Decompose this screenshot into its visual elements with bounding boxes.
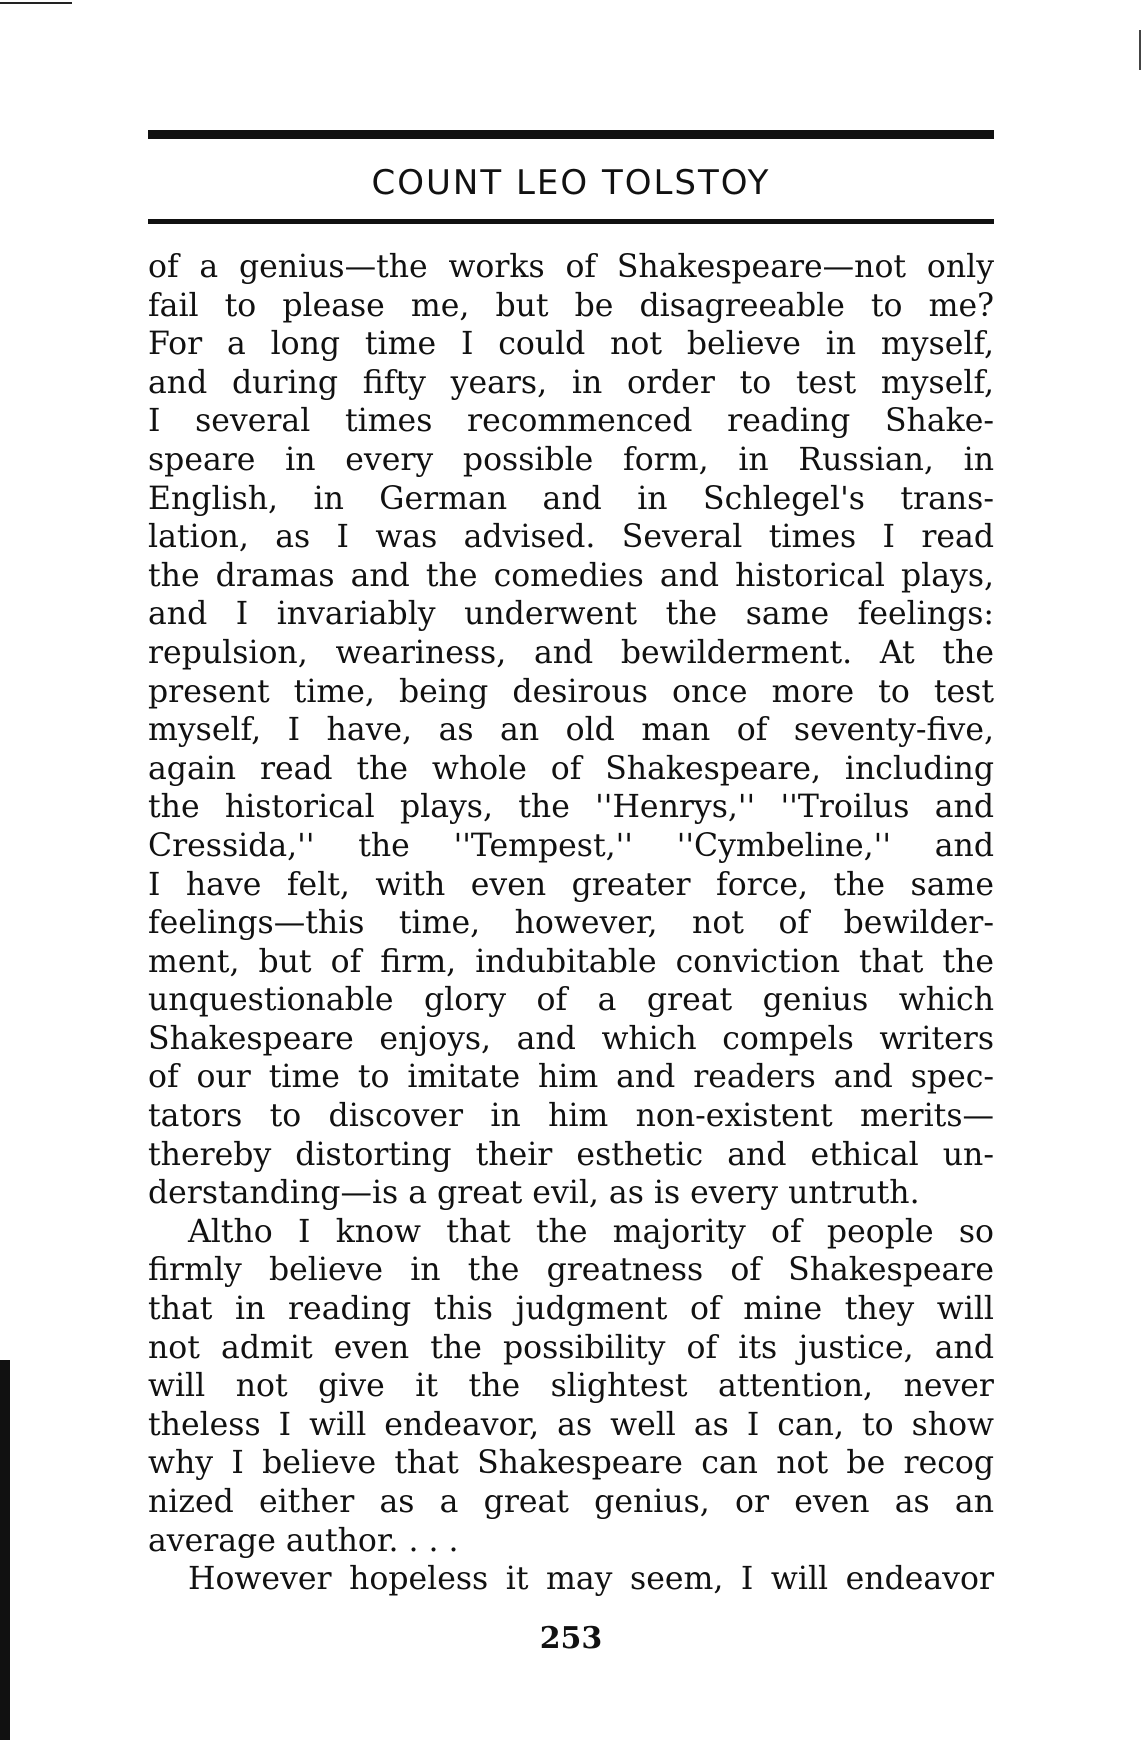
text-line: nized either as a great genius, or even as an (148, 1484, 994, 1520)
text-line: thereby distorting their esthetic and ethical un- (148, 1136, 994, 1173)
text-line: of a genius—the works of Shakespeare—not only (148, 249, 994, 285)
text-line: tators to discover in him non-existent merits— (148, 1098, 994, 1135)
header-rule-top (148, 130, 994, 139)
text-line: speare in every possible form, in Russian, in (148, 441, 994, 478)
text-line: ment, but of firm, indubitable conviction that the (148, 943, 994, 980)
text-line: of our time to imitate him and readers and spec- (148, 1059, 994, 1096)
text-line: Cressida,'' the ''Tempest,'' ''Cymbeline,'' and (148, 827, 994, 864)
text-line: I have felt, with even greater force, the same (148, 866, 994, 903)
text-line: again read the whole of Shakespeare, including (148, 750, 994, 787)
text-line: not admit even the possibility of its justice, and (148, 1329, 994, 1366)
text-line: present time, being desirous once more to test (148, 673, 994, 710)
scan-edge-mark-top (0, 2, 72, 4)
text-line: English, in German and in Schlegel's trans- (148, 480, 994, 517)
text-line: theless I will endeavor, as well as I can, to show (148, 1406, 994, 1443)
text-line: and during fifty years, in order to test myself, (148, 364, 994, 401)
text-line: will not give it the slightest attention, never (148, 1368, 994, 1405)
text-line: and I invariably underwent the same feelings: (148, 596, 994, 633)
header-rule-bottom (148, 219, 994, 224)
text-line: the historical plays, the ''Henrys,'' ''Troilus and (148, 789, 994, 826)
scan-edge-mark-left (0, 1360, 10, 1740)
text-line: the dramas and the comedies and historical plays, (148, 557, 994, 594)
text-line: fail to please me, but be disagreeable to me? (148, 287, 994, 324)
text-line: average author. . . . (148, 1522, 459, 1559)
running-head: COUNT LEO TOLSTOY (371, 163, 771, 203)
text-line: However hopeless it may seem, I will endeavor (188, 1561, 994, 1598)
body-text (148, 248, 994, 1599)
text-line: feelings—this time, however, not of bewilder- (148, 905, 994, 942)
page-number: 253 (539, 1620, 603, 1656)
text-line: firmly believe in the greatness of Shakespeare (148, 1252, 994, 1289)
scan-edge-mark-right (1139, 30, 1141, 70)
text-line: lation, as I was advised. Several times I read (148, 519, 994, 556)
book-page (148, 130, 994, 1656)
text-line: For a long time I could not believe in myself, (148, 326, 994, 363)
text-line: why I believe that Shakespeare can not be recog (148, 1445, 994, 1482)
text-line: that in reading this judgment of mine they will (148, 1291, 994, 1328)
text-line: myself, I have, as an old man of seventy-five, (148, 712, 994, 749)
text-line: I several times recommenced reading Shake- (148, 403, 994, 440)
text-line: repulsion, weariness, and bewilderment. At the (148, 634, 994, 671)
text-line: Shakespeare enjoys, and which compels writers (148, 1020, 994, 1057)
text-line: derstanding—is a great evil, as is every untruth. (148, 1175, 920, 1212)
text-line: unquestionable glory of a great genius which (148, 982, 994, 1019)
text-line: Altho I know that the majority of people so (188, 1213, 994, 1250)
